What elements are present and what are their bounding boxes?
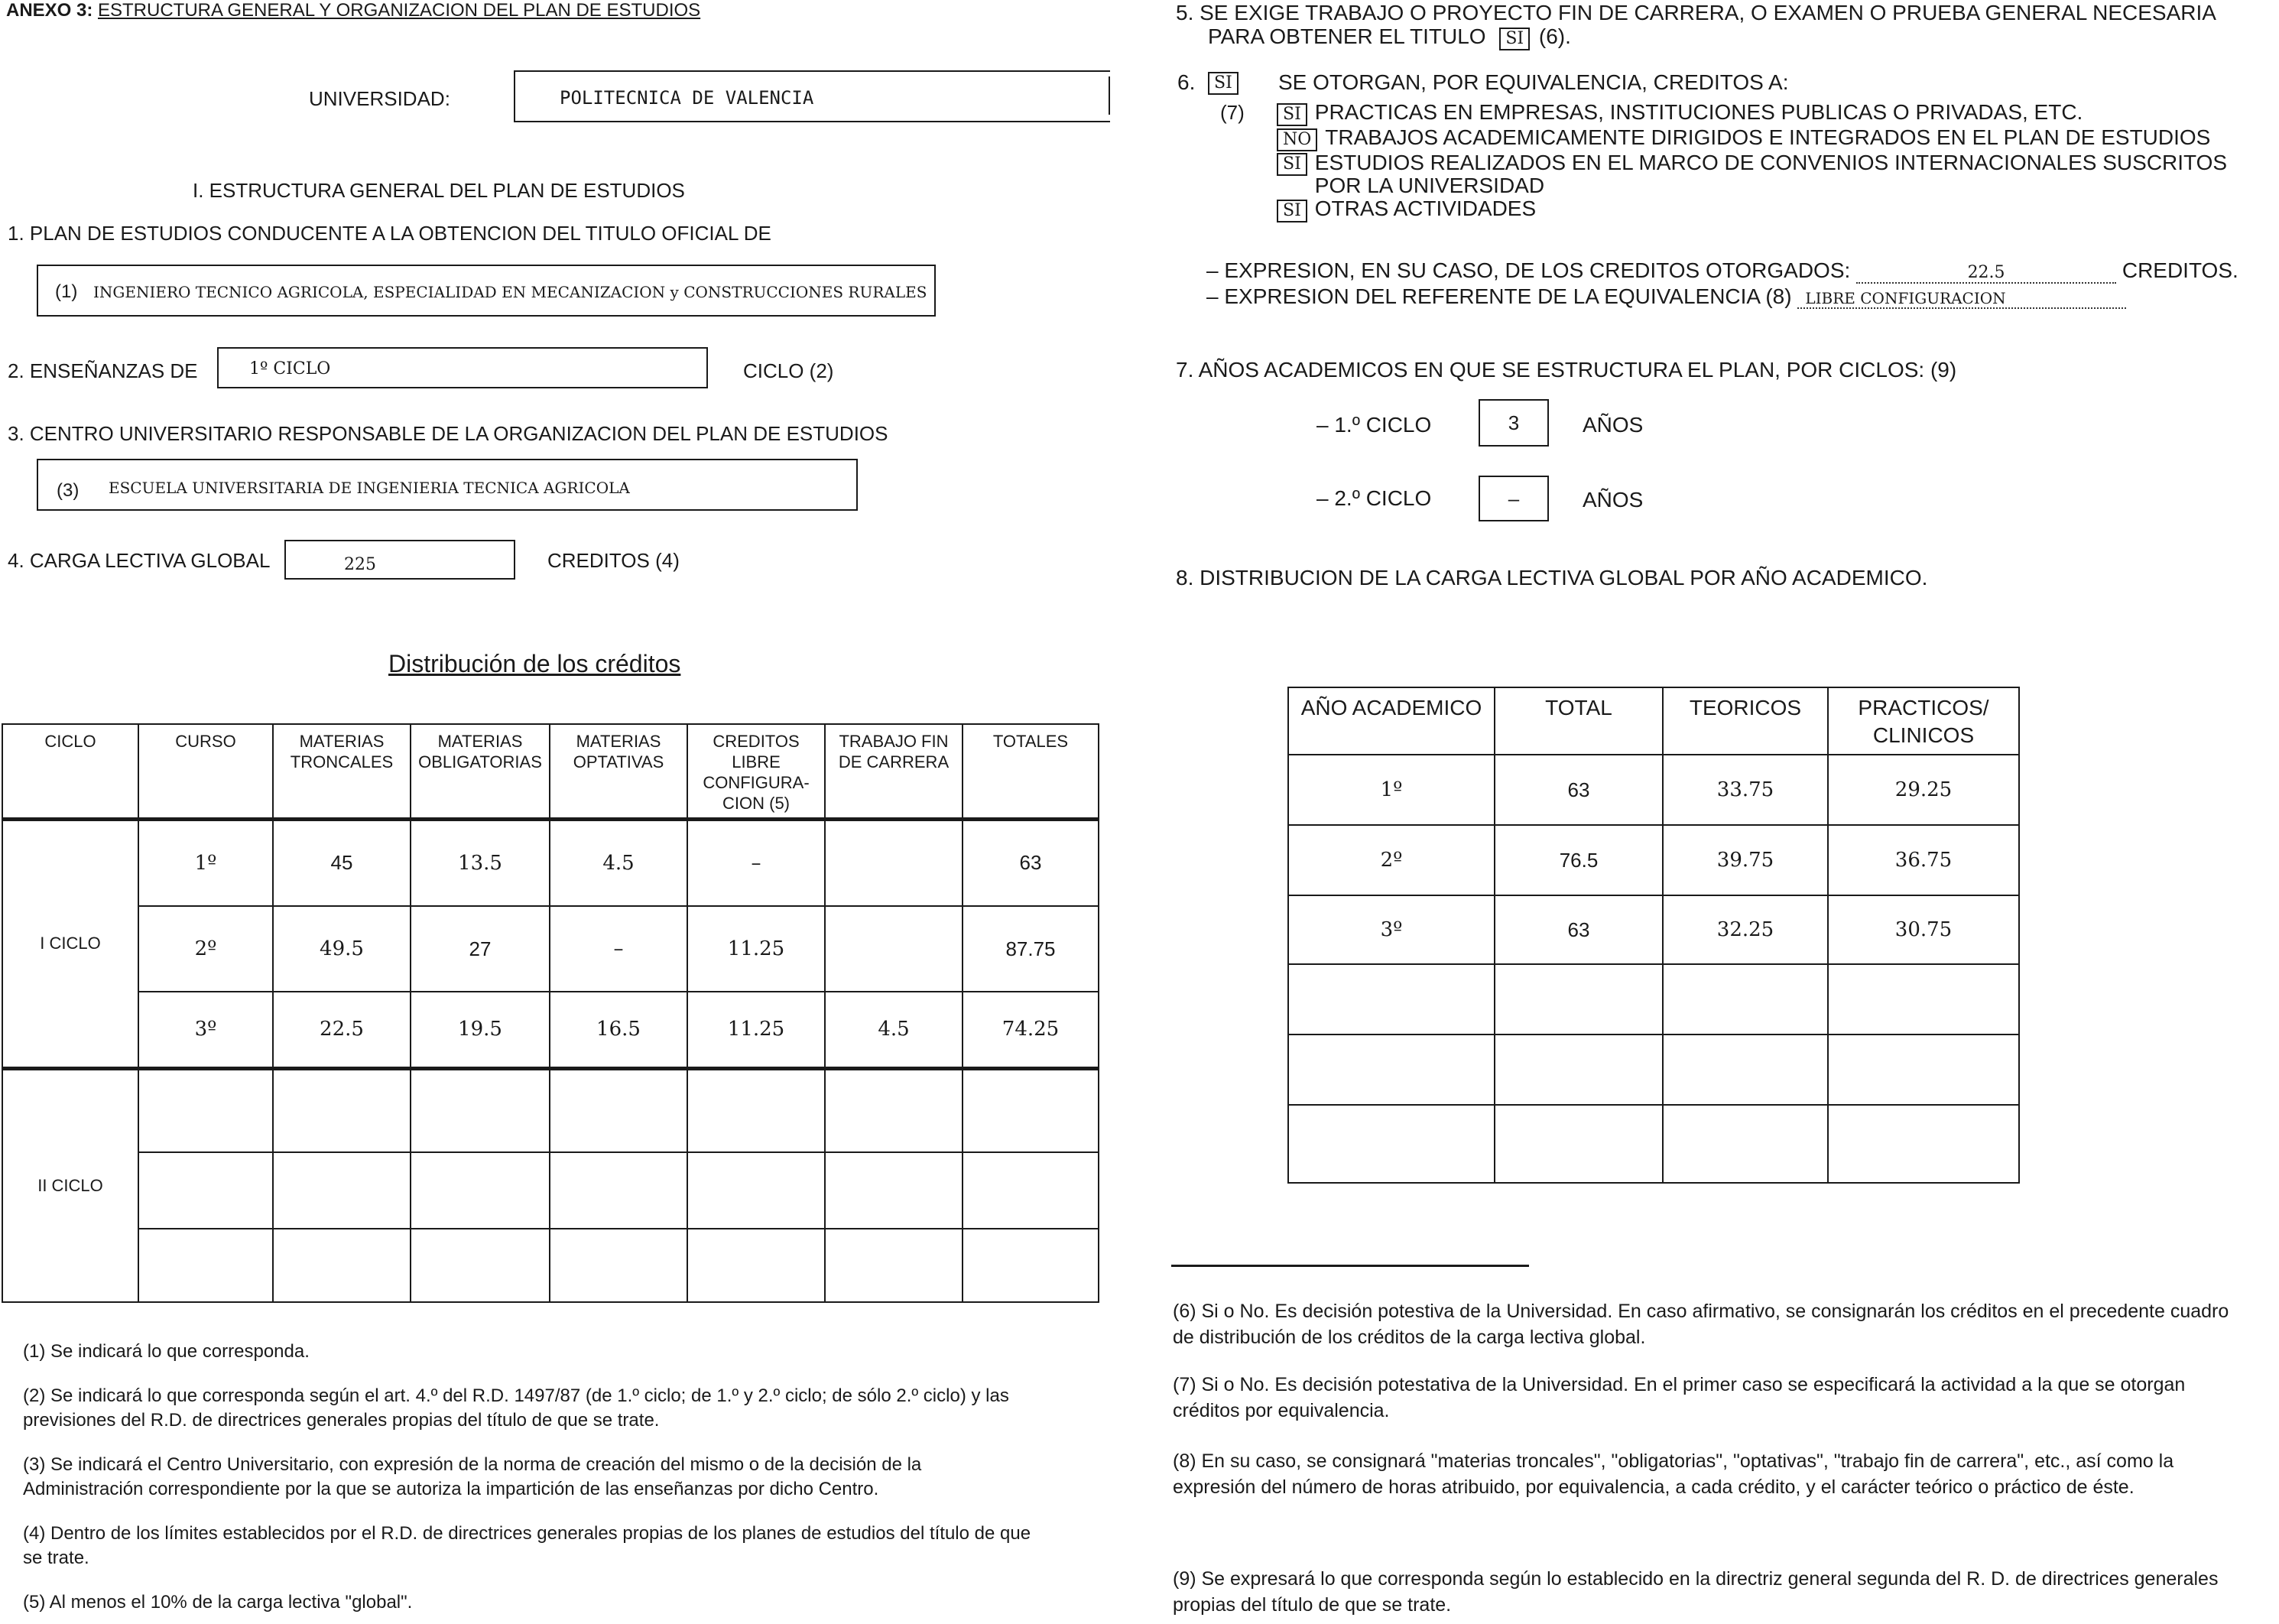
empty-cell [687,1152,825,1229]
expr2-label: – EXPRESION DEL REFERENTE DE LA EQUIVALENCIA (8) [1206,284,1792,308]
year-header-row [1288,687,2019,755]
item2-label: 2. ENSEÑANZAS DE [8,359,198,382]
footnote-divider [1171,1265,1529,1267]
empty-cell [138,1068,273,1152]
dist-cell: 87.75 [963,906,1099,992]
year-cell: 36.75 [1828,825,2019,895]
option-text: ESTUDIOS REALIZADOS EN EL MARCO DE CONVENIOS INTERNACIONALES SUSCRITOS POR LA UNIVERSIDAD [1314,151,2228,197]
empty-cell [550,1068,687,1152]
empty-cell [1663,1105,1828,1183]
year-cell: 32.25 [1663,895,1828,964]
year-cell: 1º [1288,755,1495,825]
section1-title: I. ESTRUCTURA GENERAL DEL PLAN DE ESTUDIOS [193,179,685,202]
item2-value: 1º CICLO [249,359,331,378]
item6-text: SE OTORGAN, POR EQUIVALENCIA, CREDITOS A: [1278,70,1789,94]
year-cell: 76.5 [1495,825,1663,895]
option-box: SI [1277,103,1307,126]
footnote-1: (1) Se indicará lo que corresponda. [23,1341,310,1362]
item7-label: 7. AÑOS ACADEMICOS EN QUE SE ESTRUCTURA EL PLAN, POR CICLOS: (9) [1176,358,1957,382]
item6-box: SI [1208,72,1239,95]
item5-box: SI [1499,28,1530,50]
expr1-suffix: CREDITOS. [2122,258,2238,282]
item4-value: 225 [344,555,376,574]
footnote-2: (2) Se indicará lo que corresponda según el art. 4.º del R.D. 1497/87 (de 1.º ciclo; de 1.º y 2.º ciclo; de sólo 2.º ciclo) y las previsiones del R.D. de directrices generales propias del título de que se trate. [23,1385,1009,1431]
table-row [1288,755,2019,825]
expr1-label: – EXPRESION, EN SU CASO, DE LOS CREDITOS OTORGADOS: [1206,258,1851,282]
empty-cell [138,1229,273,1302]
year-header-total: TOTAL [1495,687,1663,755]
item4-suffix: CREDITOS (4) [547,549,680,572]
stippled-cell [825,906,963,992]
table-row [2,819,1099,906]
table-row [1288,895,2019,964]
item1-ref: (1) [55,281,78,302]
empty-cell [1828,964,2019,1034]
empty-cell [963,1152,1099,1229]
dist-cell: 74.25 [963,992,1099,1068]
item6-options [1277,101,2255,222]
dist-cell: 27 [411,906,550,992]
item3-ref: (3) [57,480,80,501]
item7-c2-value: – [1508,487,1520,510]
item6-ref: (7) [1220,101,1245,124]
dist-cell: 11.25 [687,992,825,1068]
table-row [2,906,1099,992]
year-cell: 33.75 [1663,755,1828,825]
item4-field [284,540,515,580]
empty-cell [1288,1034,1495,1105]
table-row [1288,964,2019,1034]
item7-c2-unit: AÑOS [1583,488,1644,512]
item5-line2 [1208,24,1571,50]
empty-cell [273,1068,411,1152]
footnote-4: (4) Dentro de los límites establecidos por el R.D. de directrices generales propias de los planes de estudios del título de que se trate. [23,1523,1031,1568]
item7-c2-label: – 2.º CICLO [1316,486,1432,510]
item8-label: 8. DISTRIBUCION DE LA CARGA LECTIVA GLOBAL POR AÑO ACADEMICO. [1176,566,1928,590]
year-cell: 63 [1495,755,1663,825]
empty-cell [1663,1034,1828,1105]
dist-cell: 45 [273,819,411,906]
dist-title: Distribución de los créditos [388,650,681,677]
footnote-3: (3) Se indicará el Centro Universitario, con expresión de la norma de creación del mismo o de la decisión de la Administración correspondiente por la que se autoriza la impartición de las enseñanzas por dicho Centro. [23,1454,922,1499]
year-cell: 2º [1288,825,1495,895]
empty-cell [411,1152,550,1229]
item4-label: 4. CARGA LECTIVA GLOBAL [8,549,271,572]
item1-label: 1. PLAN DE ESTUDIOS CONDUCENTE A LA OBTENCION DEL TITULO OFICIAL DE [8,222,771,245]
option-text: PRACTICAS EN EMPRESAS, INSTITUCIONES PUBLICAS O PRIVADAS, ETC. [1314,100,2083,124]
item7-c1-box [1479,399,1549,447]
item5-line2a: PARA OBTENER EL TITULO [1208,24,1486,48]
university-field-edge [1109,76,1110,115]
empty-cell [1495,1034,1663,1105]
table-row [2,1152,1099,1229]
option-box: NO [1277,128,1317,151]
dist-header-optativas: MATERIAS OPTATIVAS [550,724,687,819]
item6-num: 6. [1177,70,1196,94]
item3-field [37,459,858,511]
item2-field [217,347,708,388]
item7-c1-value: 3 [1508,411,1520,434]
empty-cell [273,1229,411,1302]
item5-line1: 5. SE EXIGE TRABAJO O PROYECTO FIN DE CARRERA, O EXAMEN O PRUEBA GENERAL NECESARIA [1176,1,2216,24]
option-text: OTRAS ACTIVIDADES [1314,197,1537,220]
footnote-6: (6) Si o No. Es decisión potestiva de la Universidad. En caso afirmativo, se consignarán los créditos en el precedente cuadro de distribución de los créditos de la carga lectiva global. [1173,1301,2229,1348]
empty-cell [1495,1105,1663,1183]
cycle1-label: I CICLO [2,819,138,1068]
item7-c2-box [1479,476,1549,521]
option-text: TRABAJOS ACADEMICAMENTE DIRIGIDOS E INTEGRADOS EN EL PLAN DE ESTUDIOS [1325,125,2211,149]
empty-cell [1663,964,1828,1034]
dist-cell: 2º [138,906,273,992]
empty-cell [825,1152,963,1229]
option-box: SI [1277,153,1307,176]
year-header-ano: AÑO ACADEMICO [1288,687,1495,755]
footnote-9: (9) Se expresará lo que corresponda según lo establecido en la directriz general segunda del R. D. de directrices generales propias del título de que se trate. [1173,1568,2219,1616]
dist-cell: 1º [138,819,273,906]
item6-option [1277,101,2255,126]
footnote-8: (8) En su caso, se consignará "materias troncales", "obligatorias", "optativas", "trabajo fin de carrera", etc., así como la expresión del número de horas atribuido, por equivalencia, a cada crédito, y el carácter teórico o práctico de éste. [1173,1450,2174,1498]
dist-header-troncales: MATERIAS TRONCALES [273,724,411,819]
empty-cell [1828,1034,2019,1105]
empty-cell [1495,964,1663,1034]
empty-cell [825,1068,963,1152]
dist-cell: 19.5 [411,992,550,1068]
table-row [1288,1105,2019,1183]
year-cell: 63 [1495,895,1663,964]
year-cell: 3º [1288,895,1495,964]
expr1-value: 22.5 [1856,263,2116,284]
empty-cell [550,1152,687,1229]
dist-header-trabajo-fin: TRABAJO FIN DE CARRERA [825,724,963,819]
dist-cell: 4.5 [550,819,687,906]
stippled-cell [825,819,963,906]
credit-distribution-table [2,723,1099,1303]
item3-label: 3. CENTRO UNIVERSITARIO RESPONSABLE DE LA ORGANIZACION DEL PLAN DE ESTUDIOS [8,422,888,445]
empty-cell [411,1229,550,1302]
annex-title: ESTRUCTURA GENERAL Y ORGANIZACION DEL PLAN DE ESTUDIOS [98,0,701,21]
table-row [2,992,1099,1068]
empty-cell [687,1068,825,1152]
empty-cell [1288,964,1495,1034]
item5-line2b: (6). [1538,24,1571,48]
dist-header-totales: TOTALES [963,724,1099,819]
table-row [2,1229,1099,1302]
empty-cell [550,1229,687,1302]
empty-cell [273,1152,411,1229]
item2-suffix: CICLO (2) [743,359,834,382]
dist-header-row [2,724,1099,819]
empty-cell [138,1152,273,1229]
annex-prefix: ANEXO 3: [6,0,93,21]
university-field [514,70,1110,122]
year-distribution-table [1287,687,2020,1184]
dist-cell: 22.5 [273,992,411,1068]
table-row [1288,1034,2019,1105]
dist-header-ciclo: CICLO [2,724,138,819]
item1-value: INGENIERO TECNICO AGRICOLA, ESPECIALIDAD EN MECANIZACION y CONSTRUCCIONES RURALES [93,283,927,301]
option-box: SI [1277,200,1307,222]
dist-cell: 16.5 [550,992,687,1068]
table-row [2,1068,1099,1152]
university-value: POLITECNICA DE VALENCIA [560,87,814,109]
item6-option [1277,151,2255,197]
footnote-7: (7) Si o No. Es decisión potestativa de la Universidad. En el primer caso se especificará la actividad a la que se otorgan créditos por equivalencia. [1173,1374,2186,1421]
empty-cell [687,1229,825,1302]
empty-cell [825,1229,963,1302]
footnote-5: (5) Al menos el 10% de la carga lectiva "global". [23,1592,413,1613]
table-row [1288,825,2019,895]
dist-header-libre-configuracion: CREDITOS LIBRE CONFIGURA-CION (5) [687,724,825,819]
item7-c1-label: – 1.º CICLO [1316,413,1432,437]
dist-cell: 13.5 [411,819,550,906]
dist-cell: – [550,906,687,992]
empty-cell [411,1068,550,1152]
expr2-value: LIBRE CONFIGURACION [1797,289,2126,309]
university-label: UNIVERSIDAD: [309,87,450,110]
item6-expr1 [1206,258,2238,284]
empty-cell [963,1068,1099,1152]
year-cell: 29.25 [1828,755,2019,825]
dist-header-curso: CURSO [138,724,273,819]
year-cell: 30.75 [1828,895,2019,964]
dist-cell: 49.5 [273,906,411,992]
dist-cell: 11.25 [687,906,825,992]
item6-expr2 [1206,284,2126,309]
dist-header-obligatorias: MATERIAS OBLIGATORIAS [411,724,550,819]
dist-cell: – [687,819,825,906]
item1-field [37,265,936,317]
year-header-practicos: PRACTICOS/ CLINICOS [1828,687,2019,755]
dist-cell: 4.5 [825,992,963,1068]
item3-value: ESCUELA UNIVERSITARIA DE INGENIERIA TECNICA AGRICOLA [109,479,630,497]
dist-cell: 63 [963,819,1099,906]
cycle2-label: II CICLO [2,1068,138,1302]
empty-cell [1828,1105,2019,1183]
item6-option [1277,197,2255,222]
empty-cell [963,1229,1099,1302]
item6-checkbox [1208,72,1246,95]
year-cell: 39.75 [1663,825,1828,895]
year-header-teoricos: TEORICOS [1663,687,1828,755]
empty-cell [1288,1105,1495,1183]
dist-cell: 3º [138,992,273,1068]
item7-c1-unit: AÑOS [1583,413,1644,437]
item6-option [1277,126,2255,151]
